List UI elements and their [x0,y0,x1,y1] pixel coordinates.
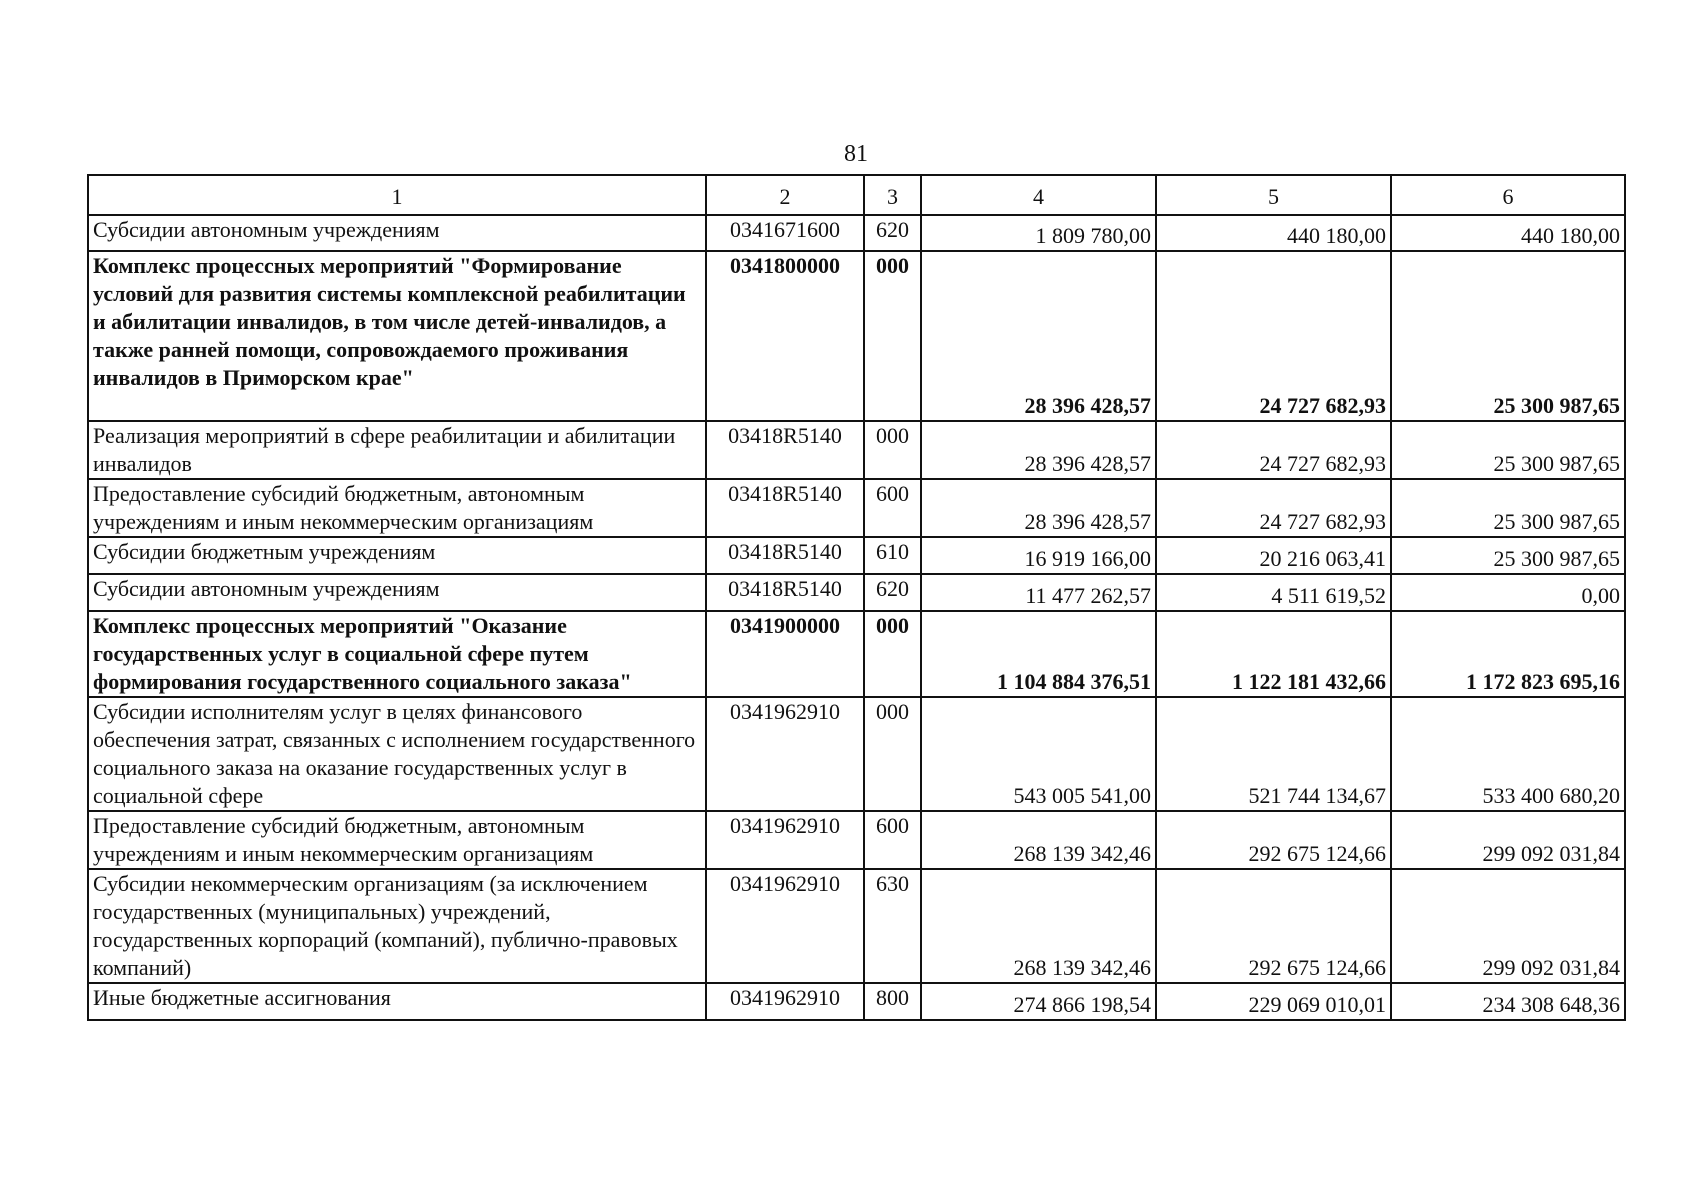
row-value-6: 25 300 987,65 [1391,421,1625,479]
row-code: 03418R5140 [706,421,864,479]
table-row [88,869,1625,983]
table-row [88,537,1625,574]
row-name: Субсидии некоммерческим организациям (за исключением государственных (муниципальных) учреждений, государственных корпораций (компаний), публично-правовых компаний) [88,869,706,983]
row-value-5: 4 511 619,52 [1156,574,1391,611]
row-code: 0341962910 [706,983,864,1020]
table-row [88,811,1625,869]
table-row [88,983,1625,1020]
row-name: Предоставление субсидий бюджетным, автономным учреждениям и иным некоммерческим организациям [88,479,706,537]
row-value-4: 28 396 428,57 [921,251,1156,421]
table-row [88,697,1625,811]
row-code: 0341962910 [706,811,864,869]
row-kind: 630 [864,869,921,983]
table-row [88,479,1625,537]
row-value-4: 1 809 780,00 [921,215,1156,251]
table-row-section [88,251,1625,421]
row-code: 0341671600 [706,215,864,251]
column-header-1: 1 [88,175,706,215]
row-code: 03418R5140 [706,537,864,574]
row-code: 03418R5140 [706,479,864,537]
row-code: 03418R5140 [706,574,864,611]
column-header-4: 4 [921,175,1156,215]
table-row [88,421,1625,479]
row-name: Субсидии автономным учреждениям [88,215,706,251]
row-value-6: 299 092 031,84 [1391,869,1625,983]
row-kind: 000 [864,251,921,421]
row-value-6: 25 300 987,65 [1391,479,1625,537]
row-code: 0341962910 [706,697,864,811]
row-value-5: 24 727 682,93 [1156,479,1391,537]
row-value-4: 268 139 342,46 [921,811,1156,869]
row-kind: 000 [864,611,921,697]
column-header-3: 3 [864,175,921,215]
table-row-section [88,611,1625,697]
row-value-6: 0,00 [1391,574,1625,611]
row-value-5: 292 675 124,66 [1156,811,1391,869]
row-name: Комплекс процессных мероприятий "Оказание государственных услуг в социальной сфере путем формирования государственного социального заказа" [88,611,706,697]
row-value-4: 543 005 541,00 [921,697,1156,811]
column-header-5: 5 [1156,175,1391,215]
row-value-4: 28 396 428,57 [921,479,1156,537]
table-row [88,574,1625,611]
row-kind: 000 [864,421,921,479]
row-code: 0341900000 [706,611,864,697]
row-value-5: 229 069 010,01 [1156,983,1391,1020]
row-code: 0341962910 [706,869,864,983]
table-header-row [88,175,1625,215]
row-value-4: 268 139 342,46 [921,869,1156,983]
row-value-5: 24 727 682,93 [1156,421,1391,479]
row-value-5: 521 744 134,67 [1156,697,1391,811]
row-name: Комплекс процессных мероприятий "Формирование условий для развития системы комплексной реабилитации и абилитации инвалидов, в том числе детей-инвалидов, а также ранней помощи, сопровождаемого проживания инвалидов в Приморском крае" [88,251,706,421]
row-value-6: 1 172 823 695,16 [1391,611,1625,697]
row-name: Иные бюджетные ассигнования [88,983,706,1020]
row-name: Субсидии автономным учреждениям [88,574,706,611]
row-value-6: 533 400 680,20 [1391,697,1625,811]
row-value-4: 16 919 166,00 [921,537,1156,574]
row-value-6: 440 180,00 [1391,215,1625,251]
row-value-6: 299 092 031,84 [1391,811,1625,869]
row-value-5: 440 180,00 [1156,215,1391,251]
row-kind: 600 [864,811,921,869]
row-value-5: 24 727 682,93 [1156,251,1391,421]
row-name: Предоставление субсидий бюджетным, автономным учреждениям и иным некоммерческим организациям [88,811,706,869]
page-number: 81 [844,141,868,167]
budget-table [87,174,1626,1021]
row-value-6: 234 308 648,36 [1391,983,1625,1020]
row-name: Субсидии исполнителям услуг в целях финансового обеспечения затрат, связанных с исполнением государственного социального заказа на оказание государственных услуг в социальной сфере [88,697,706,811]
row-kind: 600 [864,479,921,537]
column-header-6: 6 [1391,175,1625,215]
row-value-6: 25 300 987,65 [1391,251,1625,421]
row-name: Субсидии бюджетным учреждениям [88,537,706,574]
row-value-5: 20 216 063,41 [1156,537,1391,574]
row-code: 0341800000 [706,251,864,421]
row-name: Реализация мероприятий в сфере реабилитации и абилитации инвалидов [88,421,706,479]
row-kind: 000 [864,697,921,811]
row-value-4: 274 866 198,54 [921,983,1156,1020]
row-kind: 610 [864,537,921,574]
table-row [88,215,1625,251]
row-kind: 620 [864,215,921,251]
row-value-6: 25 300 987,65 [1391,537,1625,574]
row-value-4: 11 477 262,57 [921,574,1156,611]
row-value-4: 28 396 428,57 [921,421,1156,479]
row-kind: 800 [864,983,921,1020]
row-value-5: 292 675 124,66 [1156,869,1391,983]
row-value-4: 1 104 884 376,51 [921,611,1156,697]
column-header-2: 2 [706,175,864,215]
row-kind: 620 [864,574,921,611]
row-value-5: 1 122 181 432,66 [1156,611,1391,697]
